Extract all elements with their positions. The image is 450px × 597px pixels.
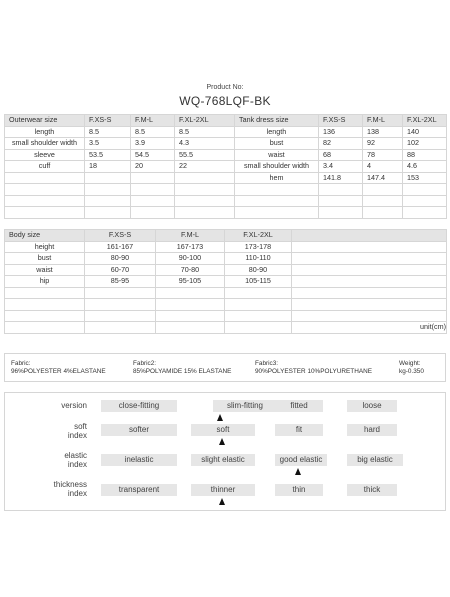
fabric-1-label: Fabric: [11, 360, 31, 367]
selected-marker-icon [219, 438, 225, 445]
measure-value: 95-105 [156, 276, 225, 288]
table-row [5, 138, 447, 150]
unit-label: unit(cm) [292, 322, 447, 334]
feel-option: fit [275, 424, 323, 436]
weight [399, 360, 424, 376]
feel-option: loose [347, 400, 397, 412]
measure-value: 85-95 [85, 276, 156, 288]
size-table-body [4, 229, 447, 334]
size-header: F.XL-2XL [225, 230, 292, 242]
size-header: F.XS-S [85, 115, 131, 127]
feel-row-soft-index [5, 422, 445, 448]
measure-value: 8.5 [131, 126, 175, 138]
feel-label-line: version [61, 401, 87, 410]
feel-label [5, 423, 87, 440]
measure-value: 22 [175, 161, 235, 173]
outerwear-size-header: Outerwear size [5, 115, 85, 127]
table-row [5, 322, 447, 334]
measure-value: 3.4 [319, 161, 363, 173]
fabric-2-value: 85%POLYAMIDE 15% ELASTANE [133, 368, 232, 375]
table-row [5, 241, 447, 253]
feel-row-elastic-index [5, 451, 445, 477]
measure-value: 4 [363, 161, 403, 173]
feel-option: softer [101, 424, 177, 436]
measure-value: 3.5 [85, 138, 131, 150]
feel-option: slim-fitting [213, 400, 277, 412]
feel-label-line: elastic [64, 451, 87, 460]
feel-label-line: soft [74, 422, 87, 431]
measure-value: 3.9 [131, 138, 175, 150]
measure-value: 147.4 [363, 172, 403, 184]
measure-value: 161-167 [85, 241, 156, 253]
table-row [5, 253, 447, 265]
table-row [5, 276, 447, 288]
selected-marker-icon [219, 498, 225, 505]
measure-value: 18 [85, 161, 131, 173]
weight-value: kg-0.350 [399, 368, 424, 375]
feel-option: transparent [101, 484, 177, 496]
feel-row-thickness-index [5, 480, 445, 506]
size-table-outerwear-tankdress [4, 114, 447, 219]
feel-option: thinner [191, 484, 255, 496]
measure-name: bust [235, 138, 319, 150]
feel-option: big elastic [347, 454, 403, 466]
measure-value: 8.5 [85, 126, 131, 138]
measure-value: 80-90 [85, 253, 156, 265]
measure-value: 68 [319, 149, 363, 161]
measure-name: hem [235, 172, 319, 184]
table-row [5, 207, 447, 219]
table-row [5, 172, 447, 184]
measure-value: 110-110 [225, 253, 292, 265]
measure-name: height [5, 241, 85, 253]
table-row [5, 195, 447, 207]
measure-name: cuff [5, 161, 85, 173]
measure-name: hip [5, 276, 85, 288]
table-row [5, 264, 447, 276]
measure-name: bust [5, 253, 85, 265]
measure-value: 55.5 [175, 149, 235, 161]
product-number: WQ-768LQF-BK [179, 94, 271, 108]
fabric-1-value: 96%POLYESTER 4%ELASTANE [11, 368, 106, 375]
measure-value: 102 [403, 138, 447, 150]
measure-name: length [235, 126, 319, 138]
measure-value: 80-90 [225, 264, 292, 276]
fabric-1 [11, 360, 106, 376]
size-header: F.M-L [363, 115, 403, 127]
fabric-3 [255, 360, 372, 376]
measure-name: sleeve [5, 149, 85, 161]
measure-name: length [5, 126, 85, 138]
fabric-2-label: Fabric2: [133, 360, 157, 367]
measure-value: 141.8 [319, 172, 363, 184]
fabric-3-label: Fabric3: [255, 360, 279, 367]
fabric-3-value: 90%POLYESTER 10%POLYURETHANE [255, 368, 372, 375]
fabric-2 [133, 360, 231, 376]
feel-label-line: index [67, 430, 87, 440]
feel-label-line: thickness [53, 480, 87, 489]
body-size-header: Body size [5, 230, 85, 242]
measure-value: 54.5 [131, 149, 175, 161]
size-header: F.XL-2XL [175, 115, 235, 127]
feel-label [5, 402, 87, 411]
measure-value: 60-70 [85, 264, 156, 276]
weight-label: Weight: [399, 360, 421, 367]
feel-option: inelastic [101, 454, 177, 466]
measure-value: 92 [363, 138, 403, 150]
measure-value: 8.5 [175, 126, 235, 138]
measure-value: 88 [403, 149, 447, 161]
feel-label [5, 481, 87, 498]
feel-option: hard [347, 424, 397, 436]
feel-option: thick [347, 484, 397, 496]
measure-value: 70-80 [156, 264, 225, 276]
size-header: F.XL-2XL [403, 115, 447, 127]
measure-value: 136 [319, 126, 363, 138]
measure-name: waist [5, 264, 85, 276]
table-row [5, 126, 447, 138]
size-header: F.XS-S [85, 230, 156, 242]
feel-label-line: index [67, 459, 87, 469]
feel-option: fitted [275, 400, 323, 412]
feel-option: slight elastic [191, 454, 255, 466]
measure-value: 82 [319, 138, 363, 150]
selected-marker-icon [295, 468, 301, 475]
table-row [5, 161, 447, 173]
size-header: F.M-L [156, 230, 225, 242]
table-row [5, 149, 447, 161]
size-header: F.M-L [131, 115, 175, 127]
tank-dress-size-header: Tank dress size [235, 115, 319, 127]
measure-value: 4.3 [175, 138, 235, 150]
measure-value: 53.5 [85, 149, 131, 161]
measure-name: small shoulder width [235, 161, 319, 173]
feel-label [5, 452, 87, 469]
measure-value: 4.6 [403, 161, 447, 173]
feel-option: soft [191, 424, 255, 436]
feel-option: thin [275, 484, 323, 496]
table-row [5, 184, 447, 196]
measure-value: 20 [131, 161, 175, 173]
table-row [5, 287, 447, 299]
feel-label-line: index [67, 488, 87, 498]
measure-value: 138 [363, 126, 403, 138]
feel-option: good elastic [275, 454, 327, 466]
measure-value: 90-100 [156, 253, 225, 265]
table-row [5, 299, 447, 311]
measure-name: waist [235, 149, 319, 161]
size-header: F.XS-S [319, 115, 363, 127]
measure-value: 105-115 [225, 276, 292, 288]
measure-value: 78 [363, 149, 403, 161]
product-number-label: Product No: [206, 84, 244, 91]
measure-value: 140 [403, 126, 447, 138]
measure-name: small shoulder width [5, 138, 85, 150]
measure-value: 167-173 [156, 241, 225, 253]
selected-marker-icon [217, 414, 223, 421]
feel-option: close-fitting [101, 400, 177, 412]
fabric-info [4, 353, 446, 382]
measure-value: 153 [403, 172, 447, 184]
table-row [5, 310, 447, 322]
measure-value: 173-178 [225, 241, 292, 253]
garment-feel-panel [4, 392, 446, 511]
